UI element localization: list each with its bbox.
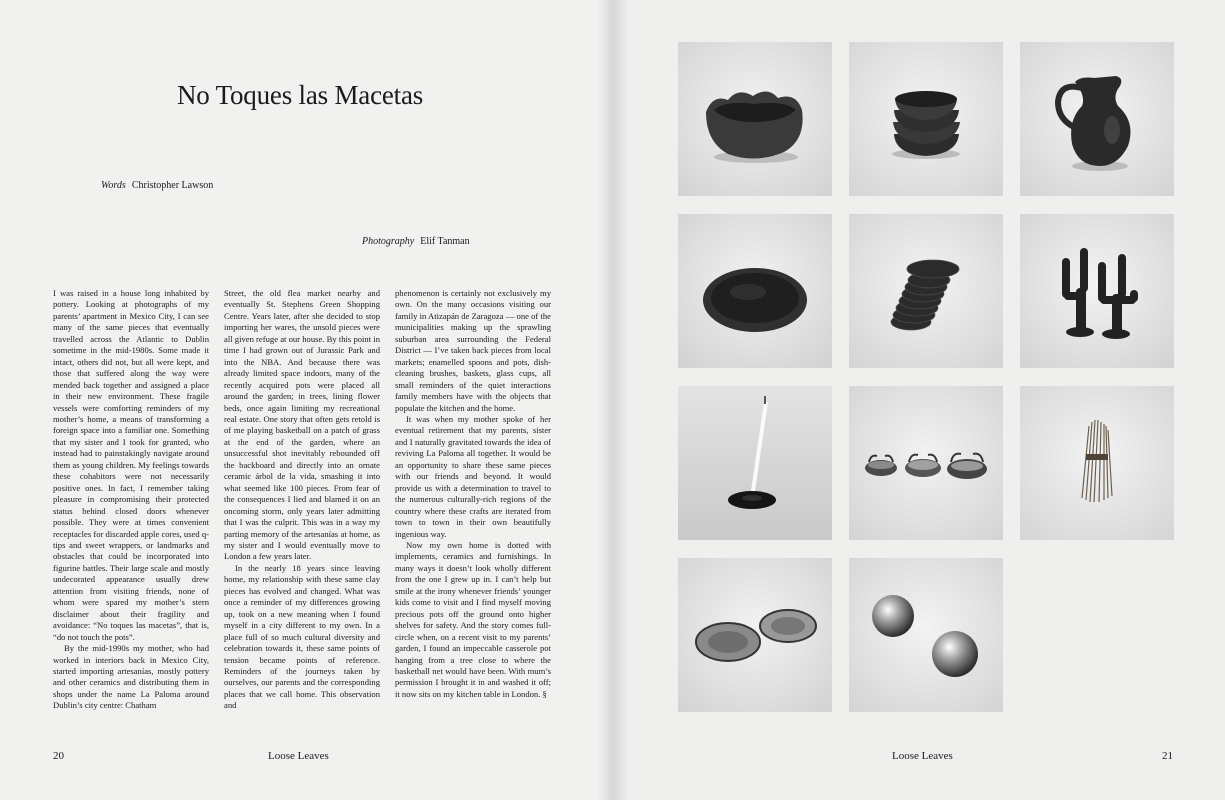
photo-candelabra (1020, 214, 1174, 368)
article-title: No Toques las Macetas (176, 80, 424, 110)
paragraph: It was when my mother spoke of her eventual retirement that my parents, sister and I naturally gravitated towards the idea of reviving La Paloma all together. It would be an opportunity to share these same pieces with our friends and beyond. It would provide us with a determination to travel to the numerous culturally-rich regions of the country where these crafts are iterated from town to town in their own beautifully ingenious way. (395, 413, 551, 539)
body-column-1 (53, 288, 209, 712)
right-page (614, 0, 1225, 800)
photo-candle-holder (678, 386, 832, 540)
running-title-left: Loose Leaves (268, 750, 329, 762)
body-column-2 (224, 288, 380, 712)
paragraph: phenomenon is certainly not exclusively my own. On the many occasions visiting our family in Atizapán de Zaragoza — one of the municipalities making up the sprawling suburban area surrounding the Federal District — I’ve taken back pieces from local markets; enamelled spoons and pots, dish-cleaning brushes, baskets, glass cups, all small reminders of the quiet interactions family members have with the objects that populate the kitchen and the home. (395, 288, 551, 413)
photo-three-handled-dishes (849, 386, 1003, 540)
photographer-name: Elif Tanman (420, 236, 470, 247)
gutter-shadow (598, 0, 612, 800)
gutter-shadow (614, 0, 628, 800)
photographer-credit (362, 236, 470, 247)
body-column-3 (395, 288, 551, 700)
paragraph: By the mid-1990s my mother, who had worked in interiors back in Mexico City, started importing artesanías, mostly pottery and other ceramics and distributing them in shops under the name La Paloma around Dublin’s city centre: Chatham (53, 643, 209, 711)
paragraph: I was raised in a house long inhabited by pottery. Looking at photographs of my parents’ apartment in Mexico City, I can see many of the same pieces that eventually travelled across the Atlantic to Dublin sometime in the mid-1980s. Some made it intact, others did not, but all were kept, and those that suffered along the way were mended back together and assigned a place in their new environment. These fragile vessels were comforting reminders of my mother’s home, a means of transforming a foreign space into a familiar one. Something that my sister and I took for granted, who instead had to painstakingly navigate around them as young children. My feelings towards these cohabitors were not necessarily positive ones. In fact, I remember taking pleasure in compromising their protected status behind closed doors whenever possible. They were at times convenient receptacles for discarded apple cores, used q-tips and sweet wrappers, or landmarks and obstacles that could be incorporated into figurine battles. Their large scale and mostly undecorated appearance usually drew attention from visiting friends, none of whom were spared my mother’s stern disclaimer about their fragility and avoidance: “No toques las macetas”, that is, “do not touch the pots”. (53, 288, 209, 642)
paragraph: Street, the old flea market nearby and eventually St. Stephens Green Shopping Centre. Years later, after she decided to stop importing her wares, the unsold pieces were all given refuge at our house. By this point in time I had grown out of Jurassic Park and into the NBA. And because there was already limited space indoors, many of the recently acquired pots were placed all around the garden; in trees, lining flower beds, once again limiting my recreational real estate. One story that often gets retold is of me playing basketball on a patch of grass at the end of the garden, where an unsuccessful shot inevitably rebounded off the backboard and directly into an ornate ceramic árbol de la vida, smashing it into what seemed like 100 pieces. From fear of the consequences I lied and blamed it on an oncoming storm, only years later admitting that I was the culprit. This was in a way my parting memory of the artesanías at home, as my sister and I would eventually move to London a few years later. (224, 288, 380, 562)
author-credit (101, 180, 213, 191)
running-title-right: Loose Leaves (892, 750, 953, 762)
photo-wavy-bowl (678, 42, 832, 196)
photo-pitcher (1020, 42, 1174, 196)
photo-fluted-plate (678, 214, 832, 368)
paragraph: Now my own home is dotted with implements, ceramics and furnishings. In many ways it doesn’t look wholly different from the one I grew up in. I can’t help but smile at the irony whenever friends’ younger kids come to visit and I find myself moving precious pots off the ground onto higher shelves for safety. And the story comes full-circle when, on a recent visit to my parents’ garden, I found an impeccable casserole pot hanging from a tree close to where the basketball net would have been. With mum’s permission I brought it in and washed it off; it now sits on my kitchen table in London. § (395, 539, 551, 699)
photo-mirror-spheres (849, 558, 1003, 712)
page-number-left: 20 (53, 750, 64, 762)
photo-straw-brush (1020, 386, 1174, 540)
page-number-right: 21 (1162, 750, 1173, 762)
photo-glass-plates (678, 558, 832, 712)
words-label: Words (101, 180, 126, 191)
photo-stacked-bowls (849, 42, 1003, 196)
photo-stacked-plates (849, 214, 1003, 368)
paragraph: In the nearly 18 years since leaving home, my relationship with these same clay pieces has evolved and changed. What was once a reminder of my differences growing up, took on a new meaning when I found myself in a city different to my own. In a place full of so much cultural diversity and celebration towards it, these same points of tension became points of reference. Reminders of the journeys taken by ourselves, our parents and the corresponding places that we call home. This observation and (224, 562, 380, 711)
left-page (0, 0, 612, 800)
photography-label: Photography (362, 236, 415, 247)
author-name: Christopher Lawson (131, 180, 214, 191)
